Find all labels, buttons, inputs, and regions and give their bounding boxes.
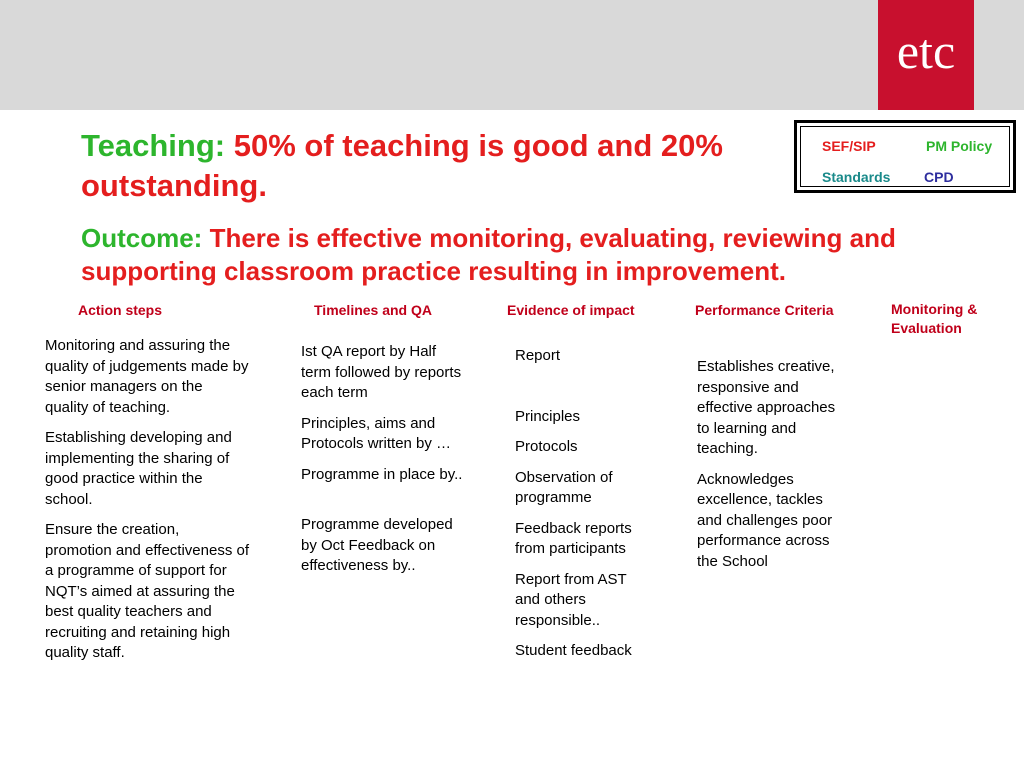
title-text: 50% of teaching is good and 20% outstanding. <box>81 128 723 203</box>
legend-cpd: CPD <box>924 169 954 185</box>
evidence-item: Principles <box>515 407 581 425</box>
evidence-item: Observation of programme <box>515 468 613 506</box>
criteria-item: Acknowledges excellence, tackles and challenges poor performance across the School <box>697 470 833 570</box>
legend-box <box>794 120 1016 193</box>
evidence-item: Report <box>515 347 561 364</box>
action-step-item: Monitoring and assuring the quality of judgements made by senior managers on the quality of teaching. <box>45 337 249 416</box>
header-action-steps: Action steps <box>78 302 163 318</box>
timeline-item: Programme in place by.. <box>301 465 463 483</box>
performance-criteria-column <box>697 357 847 582</box>
timeline-item: Ist QA report by Half term followed by reports each term <box>301 343 462 401</box>
logo-text: etc <box>896 23 956 79</box>
timelines-column <box>301 342 466 587</box>
etc-logo <box>878 0 974 110</box>
evidence-item: Protocols <box>515 438 578 455</box>
evidence-item: Student feedback <box>515 642 632 659</box>
action-steps-column <box>45 336 250 674</box>
page-title <box>81 126 801 206</box>
header-evidence-of-impact: Evidence of impact <box>507 302 635 318</box>
legend-pm-policy: PM Policy <box>926 138 993 154</box>
timeline-item: Principles, aims and Protocols written by … <box>301 414 452 452</box>
outcome-label: Outcome: <box>81 223 203 253</box>
title-label: Teaching: <box>81 128 226 163</box>
evidence-column <box>515 346 655 672</box>
legend-sef-sip: SEF/SIP <box>822 138 876 154</box>
outcome-text: There is effective monitoring, evaluating, reviewing and supporting classroom practice resulting in improvement. <box>81 223 896 286</box>
action-step-item: Establishing developing and implementing the sharing of good practice within the school. <box>45 429 232 508</box>
evidence-item: Feedback reports from participants <box>515 519 632 557</box>
header-performance-criteria: Performance Criteria <box>695 302 834 318</box>
legend-standards: Standards <box>822 169 891 185</box>
timeline-item: Programme developed by Oct Feedback on effectiveness by.. <box>301 516 453 574</box>
header-monitoring-evaluation: Monitoring & Evaluation <box>891 301 978 336</box>
header-timelines-qa: Timelines and QA <box>314 302 432 318</box>
evidence-item: Report from AST and others responsible.. <box>515 570 627 629</box>
action-step-item: Ensure the creation, promotion and effectiveness of a programme of support for NQT’s aimed at assuring the best quality teachers and recruiting and retaining high quality staff. <box>45 521 250 661</box>
header-band <box>0 0 1024 110</box>
criteria-item: Establishes creative, responsive and effective approaches to learning and teaching. <box>697 358 836 457</box>
outcome-statement <box>81 222 1001 288</box>
